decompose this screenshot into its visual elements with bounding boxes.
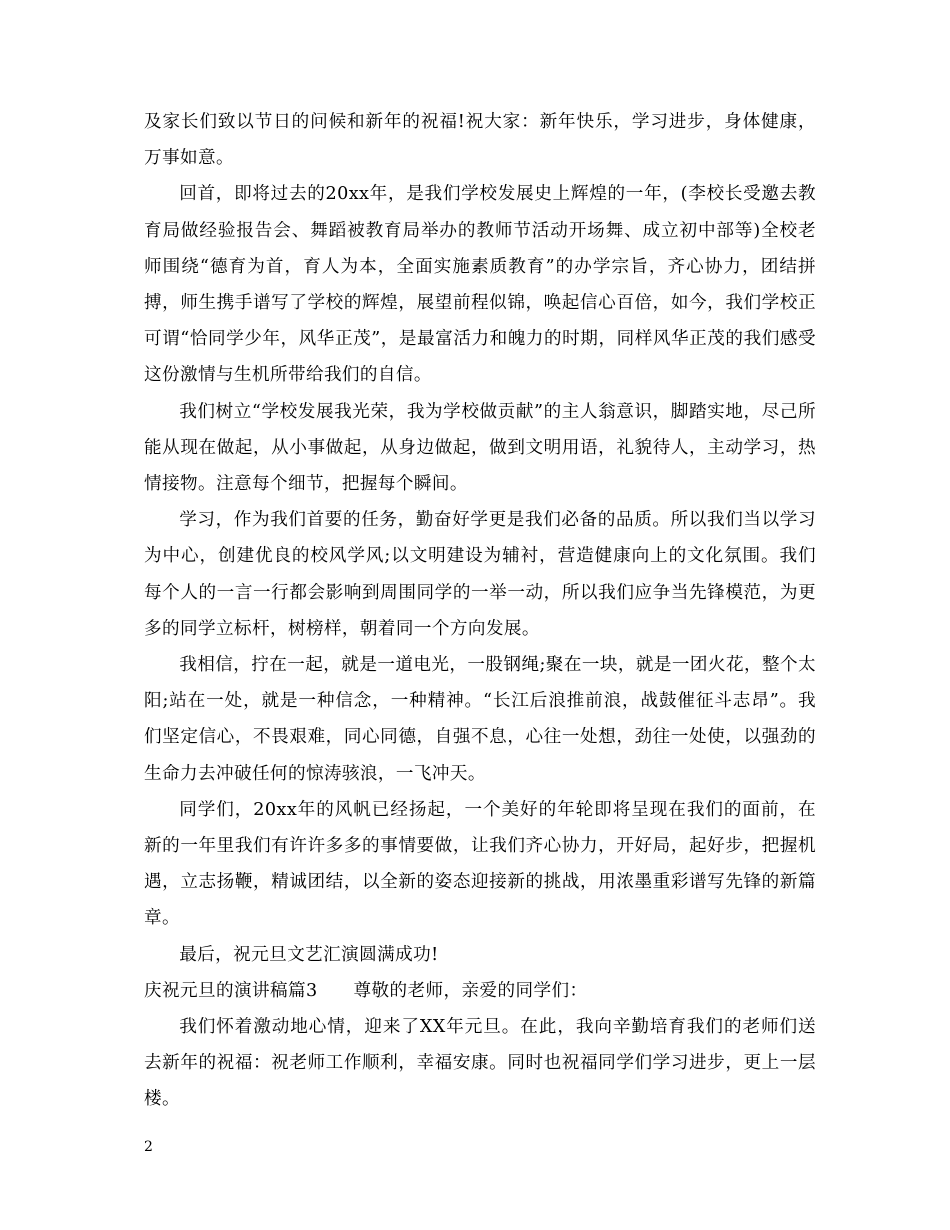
- paragraph-study: 学习，作为我们首要的任务，勤奋好学更是我们必备的品质。所以我们当以学习为中心，创建优良的校风学风;以文明建设为辅衬，营造健康向上的文化氛围。我们每个人的一言一行都会影响到周围同学的一举一动，所以我们应争当先锋模范，为更多的同学立标杆，树榜样，朝着同一个方向发展。: [144, 510, 816, 639]
- page-number: 2: [144, 1139, 153, 1155]
- paragraph-review: 回首，即将过去的20xx年，是我们学校发展史上辉煌的一年，(李校长受邀去教育局做经验报告会、舞蹈被教育局举办的教师节活动开场舞、成立初中部等)全校老师围绕“德育为首，育人为本，全面实施素质教育”的办学宗旨，齐心协力，团结拼搏，师生携手谱写了学校的辉煌，展望前程似锦，唤起信心百倍，如今，我们学校正可谓“恰同学少年，风华正茂”，是最富活力和魄力的时期，同样风华正茂的我们感受这份激情与生机所带给我们的自信。: [144, 184, 816, 386]
- paragraph-ownership: 我们树立“学校发展我光荣，我为学校做贡献”的主人翁意识，脚踏实地，尽己所能从现在做起，从小事做起，从身边做起，做到文明用语，礼貌待人，主动学习，热情接物。注意每个细节，把握每个瞬间。: [144, 401, 816, 495]
- paragraph-speech-opening: 我们怀着激动地心情，迎来了XX年元旦。在此，我向辛勤培育我们的老师们送去新年的祝福：祝老师工作顺利，幸福安康。同时也祝福同学们学习进步，更上一层楼。: [144, 1017, 816, 1110]
- paragraph-new-year: 同学们，20xx年的风帆已经扬起，一个美好的年轮即将呈现在我们的面前，在新的一年里我们有许许多多的事情要做，让我们齐心协力，开好局，起好步，把握机遇，立志扬鞭，精诚团结，以全新的姿态迎接新的挑战，用浓墨重彩谱写先锋的新篇章。: [144, 799, 816, 929]
- paragraph-greeting-end: 及家长们致以节日的问候和新年的祝福!祝大家：新年快乐，学习进步，身体健康，万事如意。: [144, 112, 816, 169]
- speech-heading: 庆祝元旦的演讲稿篇3 尊敬的老师，亲爱的同学们：: [144, 980, 588, 1001]
- paragraph-closing-wish: 最后，祝元旦文艺汇演圆满成功!: [179, 944, 439, 965]
- document-body: [144, 104, 816, 1118]
- paragraph-unity: 我相信，拧在一起，就是一道电光，一股钢绳;聚在一块，就是一团火花，整个太阳;站在一处，就是一种信念，一种精神。“长江后浪推前浪，战鼓催征斗志昂”。我们坚定信心，不畏艰难，同心同德，自强不息，心往一处想，劲往一处使，以强劲的生命力去冲破任何的惊涛骇浪，一飞冲天。: [144, 655, 816, 784]
